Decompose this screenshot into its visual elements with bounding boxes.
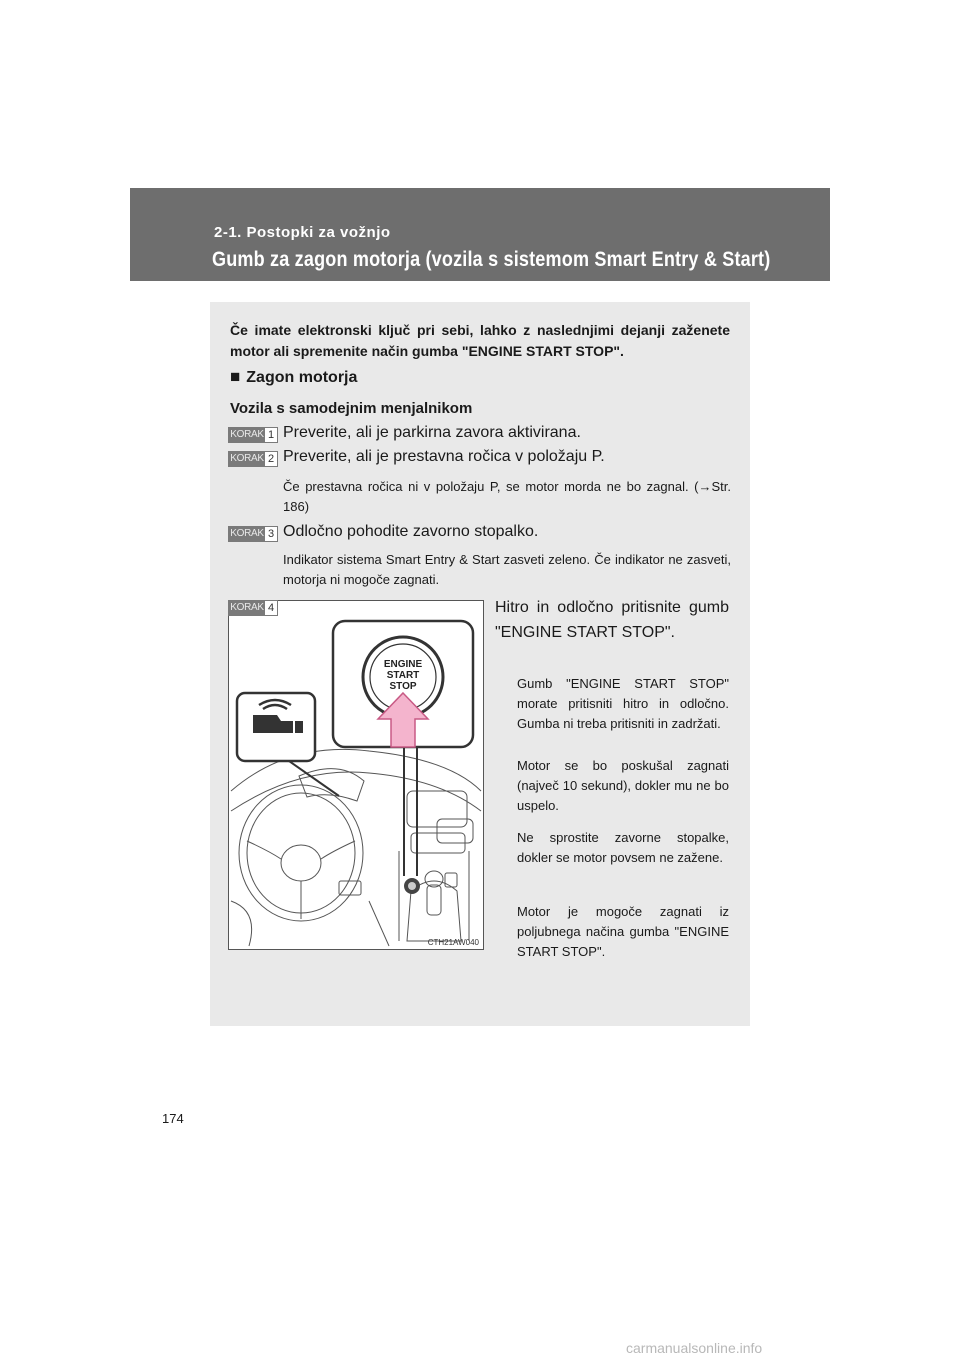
start-button-label (373, 659, 433, 692)
step-note: Gumb "ENGINE START STOP" morate pritisniti hitro in odločno. Gumba ni treba pritisniti in zadržati. (517, 676, 729, 731)
step-badge-number: 1 (265, 428, 277, 442)
step-badge-label: KORAK (230, 528, 264, 539)
button-line: ENGINE (383, 659, 423, 670)
step-badge (228, 526, 278, 542)
illustration-code: CTH21AW040 (427, 938, 479, 947)
dashboard-drawing (229, 601, 483, 949)
transmission-label: Vozila s samodejnim menjalnikom (230, 400, 473, 417)
step-badge-label: KORAK (230, 429, 264, 440)
step-badge (228, 451, 278, 467)
subheading (230, 367, 357, 387)
page-number: 174 (162, 1111, 184, 1126)
subheading-text: Zagon motorja (246, 369, 358, 386)
step-text: Preverite, ali je parkirna zavora aktivirana. (283, 424, 581, 441)
dashboard-illustration (228, 600, 484, 950)
square-bullet-icon: ■ (230, 367, 241, 386)
step-text: Odločno pohodite zavorno stopalko. (283, 523, 539, 540)
watermark[interactable]: carmanualsonline.info (626, 1340, 763, 1356)
step-note: Indikator sistema Smart Entry & Start zasveti zeleno. Če indikator ne zasveti, motorja ni mogoče zagnati. (283, 552, 731, 587)
section-title: 2-1. Postopki za vožnjo (214, 224, 391, 241)
step-badge-number: 4 (265, 601, 277, 615)
step-badge (228, 600, 278, 616)
intro-text: Če imate elektronski ključ pri sebi, lahko z naslednjimi dejanji zaženete motor ali spremenite način gumba "ENGINE START STOP". (230, 322, 730, 359)
content-panel (210, 302, 750, 1026)
step-badge-label: KORAK (230, 602, 264, 613)
step-badge-number: 2 (265, 452, 277, 466)
page-header (130, 188, 830, 281)
step-badge-label: KORAK (230, 453, 264, 464)
step-text: Hitro in odločno pritisnite gumb "ENGINE START STOP". (495, 599, 729, 641)
step-note: Motor se bo poskušal zagnati (največ 10 sekund), dokler mu ne bo uspelo. (517, 758, 729, 813)
step-note: Če prestavna ročica ni v položaju P, se motor morda ne bo zagnal. (→Str. 186) (283, 479, 731, 514)
page-heading: Gumb za zagon motorja (vozila s sistemom Smart Entry & Start) (212, 248, 771, 271)
step-note: Ne sprostite zavorne stopalke, dokler se motor povsem ne zažene. (517, 830, 729, 865)
step-note: Motor je mogoče zagnati iz poljubnega načina gumba "ENGINE START STOP". (517, 904, 729, 959)
step-text: Preverite, ali je prestavna ročica v položaju P. (283, 448, 605, 465)
button-line: START (386, 670, 420, 681)
button-line: STOP (389, 681, 417, 692)
step-badge (228, 427, 278, 443)
step-badge-number: 3 (265, 527, 277, 541)
